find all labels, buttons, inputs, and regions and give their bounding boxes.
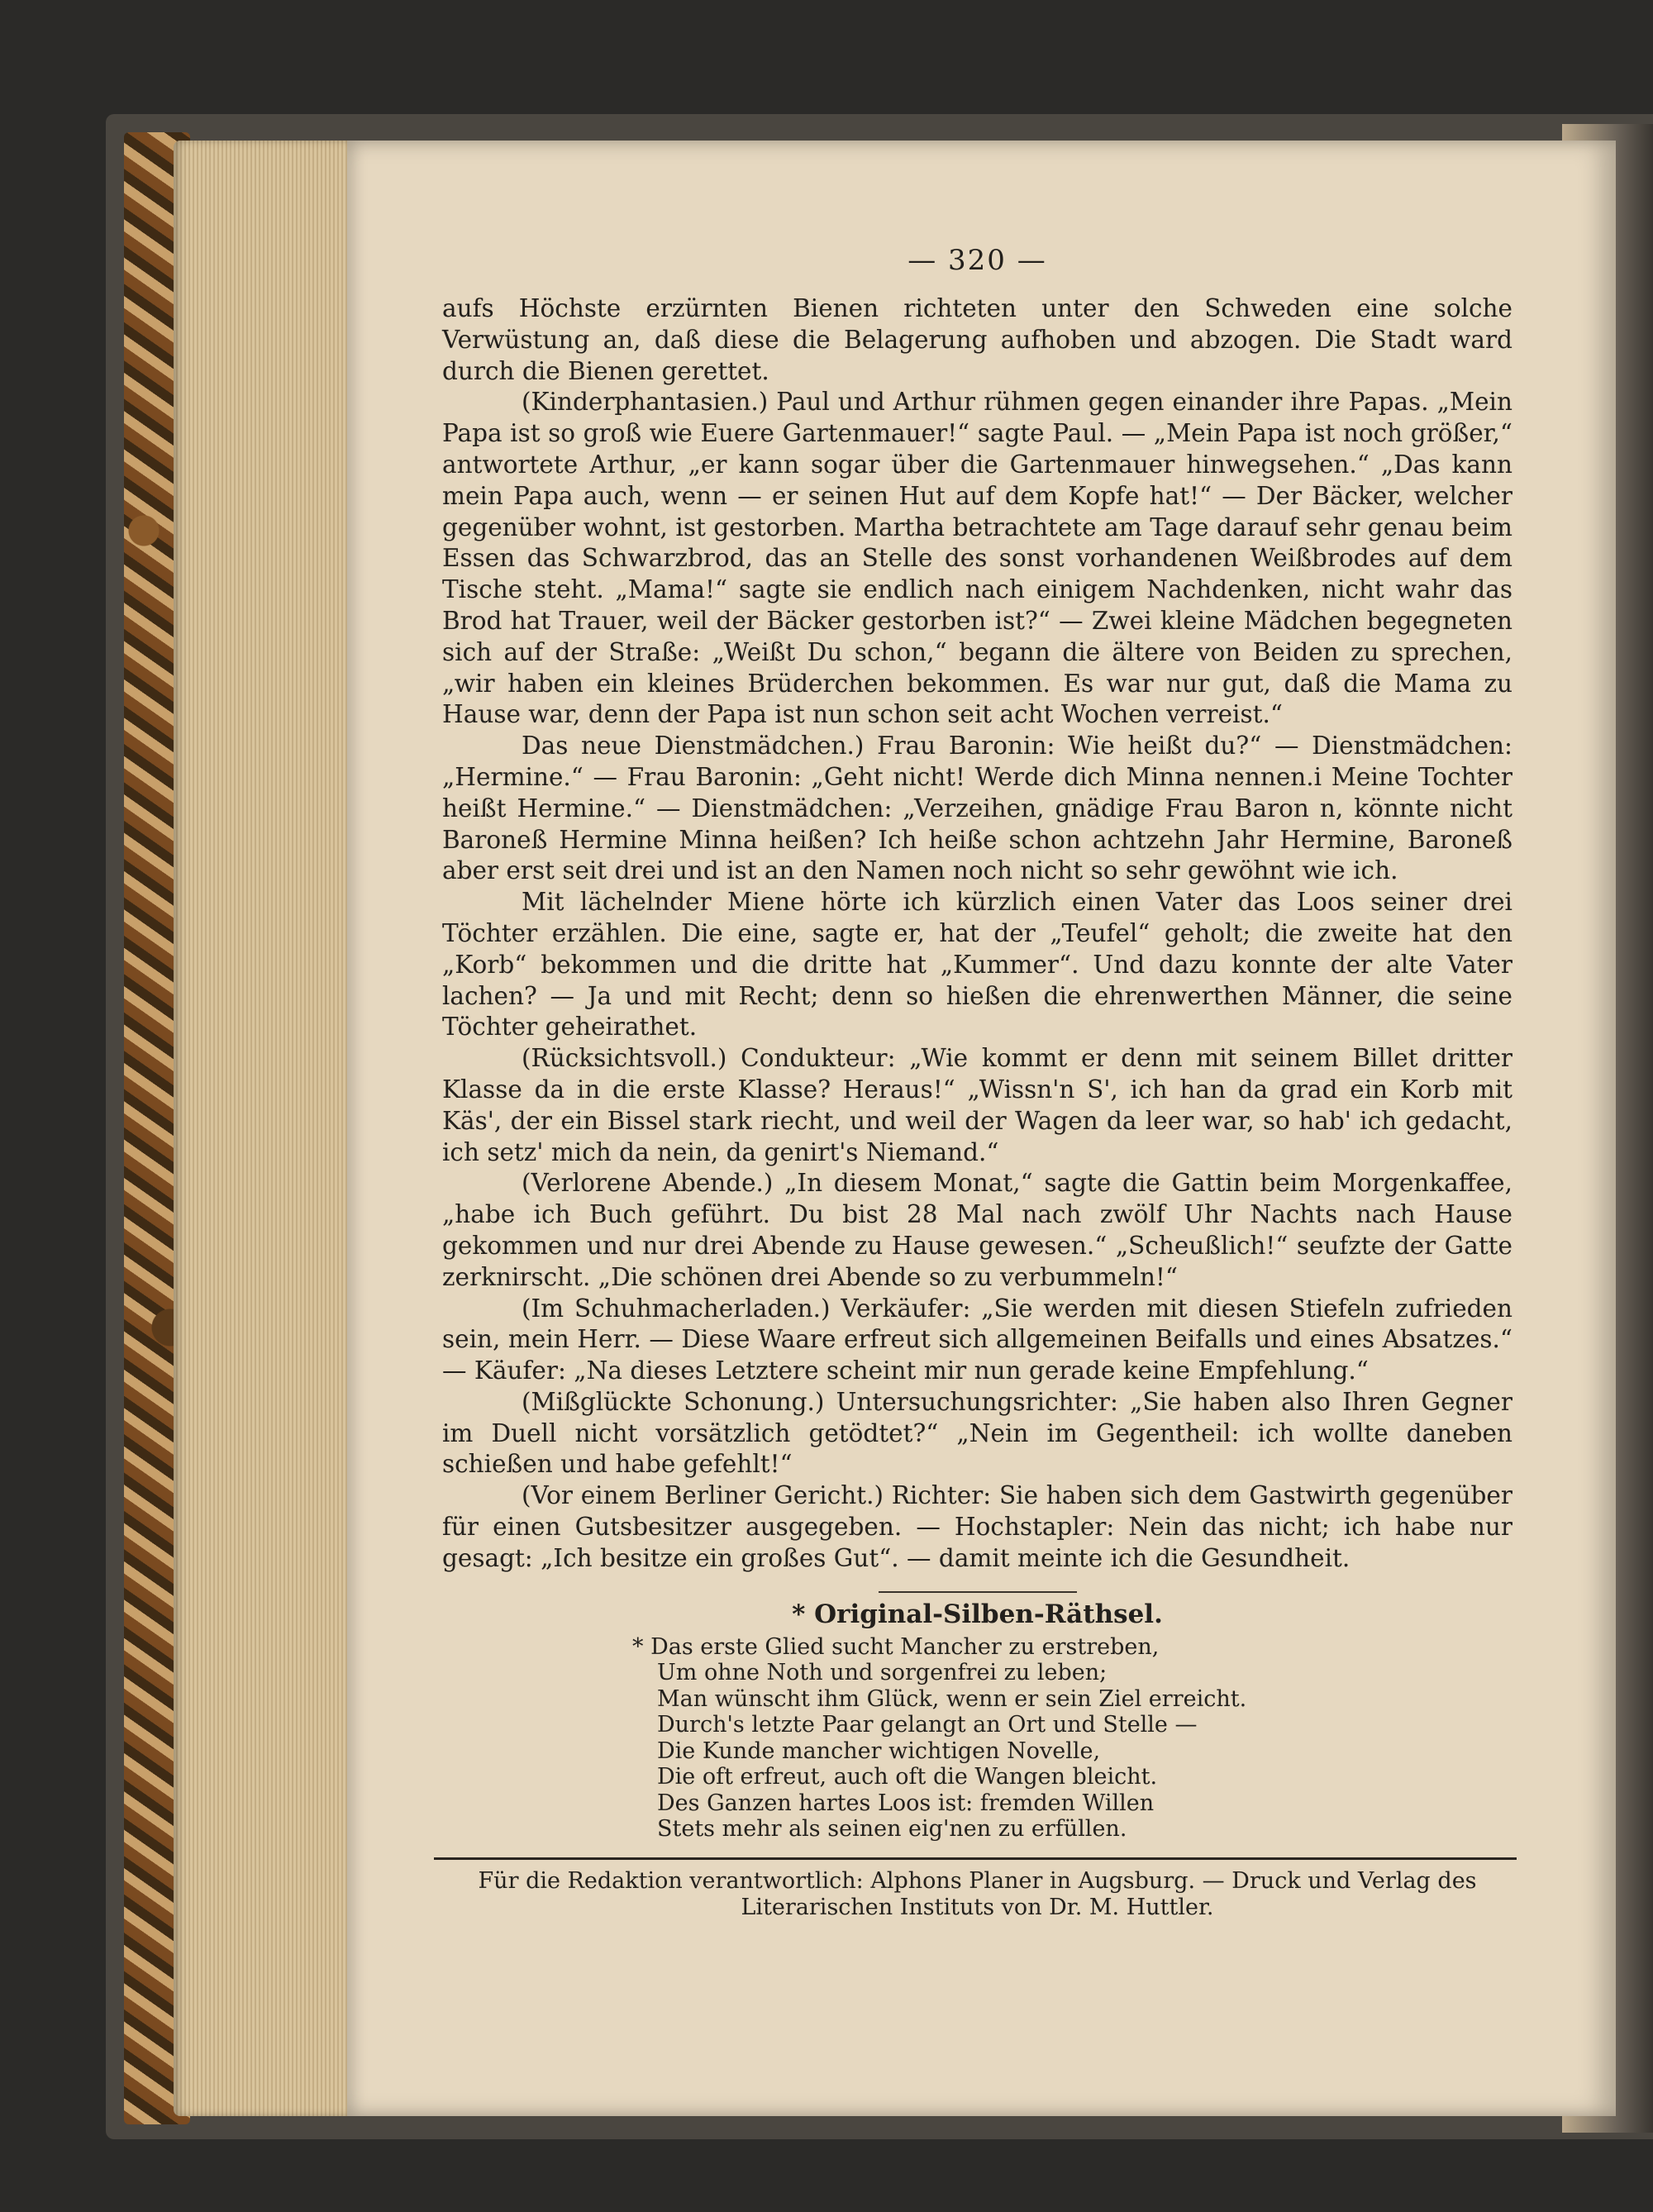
riddle-line: Die Kunde mancher wichtigen Novelle, <box>657 1738 1101 1764</box>
paragraph-toechter: Mit lächelnder Miene hörte ich kürzlich einen Vater das Loos seiner drei Töchter erzählen. Die eine, sagte er, hat der „Teufel“ geholt; die zweite hat den „Korb“ bekommen und die dritte hat „Kummer“. Und dazu konnte der alte Vater lachen? — Ja und mit Recht; denn so hießen die ehrenwerthen Männer, die seine Töchter geheirathet. <box>442 888 1512 1042</box>
page-number: — 320 — <box>907 244 1047 277</box>
paragraph-verlorene-abende: (Verlorene Abende.) „In diesem Monat,“ sagte die Gattin beim Morgenkaffee, „habe ich Buch geführt. Du bist 28 Mal nach zwölf Uhr Nachts nach Hause gekommen und nur drei Abende zu Hause gewesen.“ „Scheußlich!“ seufzte der Gatte zerknirscht. „Die schönen drei Abende so zu verbummeln!“ <box>442 1169 1512 1291</box>
paragraph-schuhmacherladen: (Im Schuhmacherladen.) Verkäufer: „Sie werden mit diesen Stiefeln zufrieden sein, mein Herr. — Diese Waare erfreut sich allgemeinen Beifalls und eines Absatzes.“ — Käufer: „Na dieses Letztere scheint mir nun gerade keine Empfehlung.“ <box>442 1294 1512 1385</box>
riddle-line: Des Ganzen hartes Loos ist: fremden Willen <box>657 1790 1155 1816</box>
riddle-title: * Original-Silben-Räthsel. <box>792 1599 1163 1629</box>
imprint-line-2: Literarischen Instituts von Dr. M. Huttler. <box>741 1894 1214 1920</box>
paragraph-bees: aufs Höchste erzürnten Bienen richteten unter den Schweden eine solche Verwüstung an, daß diese die Belagerung aufhoben und abzogen. Die Stadt ward durch die Bienen gerettet. <box>442 294 1512 385</box>
imprint-line-1: Für die Redaktion verantwortlich: Alphons Planer in Augsburg. — Druck und Verlag des <box>478 1867 1477 1894</box>
riddle-line: Stets mehr als seinen eig'nen zu erfüllen. <box>657 1816 1127 1843</box>
riddle-line: Durch's letzte Paar gelangt an Ort und Stelle — <box>657 1712 1198 1738</box>
paragraph-missglueckte-schonung: (Mißglückte Schonung.) Untersuchungsrichter: „Sie haben also Ihren Gegner im Duell nicht vorsätzlich getödtet?“ „Nein im Gegentheil: ich wollte daneben schießen und habe gefehlt!“ <box>442 1387 1512 1479</box>
imprint-footer <box>442 1868 1512 1921</box>
riddle-line: Man wünscht ihm Glück, wenn er sein Ziel erreicht. <box>657 1685 1247 1712</box>
page-stack-edge <box>174 141 351 2116</box>
paragraph-kinderphantasien: (Kinderphantasien.) Paul und Arthur rühmen gegen einander ihre Papas. „Mein Papa ist so groß wie Euere Gartenmauer!“ sagte Paul. — „Mein Papa ist noch größer,“ antwortete Arthur, „er kann sogar über die Gartenmauer hinwegsehen.“ „Das kann mein Papa auch, wenn — er seinen Hut auf dem Kopfe hat!“ — Der Bäcker, welcher gegenüber wohnt, ist gestorben. Martha betrachtete am Tage darauf sehr genau beim Essen das Schwarzbrod, das an Stelle des sonst vorhandenen Weißbrodes auf dem Tische steht. „Mama!“ sagte sie endlich nach einigem Nachdenken, nicht wahr das Brod hat Trauer, weil der Bäcker gestorben ist?“ — Zwei kleine Mädchen begegneten sich auf der Straße: „Weißt Du schon,“ begann die ältere von Beiden zu sprechen, „wir haben ein kleines Brüderchen bekommen. Es war nur gut, daß die Mama zu Hause war, denn der Papa ist nun schon seit acht Wochen verreist.“ <box>442 388 1512 729</box>
riddle-verse <box>632 1633 1512 1843</box>
footer-divider <box>434 1857 1517 1860</box>
text-body <box>442 293 1512 1575</box>
section-divider <box>879 1591 1077 1593</box>
page-content <box>442 244 1512 1921</box>
riddle-line: * Das erste Glied sucht Mancher zu erstreben, <box>632 1633 1160 1660</box>
paragraph-ruecksichtsvoll: (Rücksichtsvoll.) Condukteur: „Wie kommt er denn mit seinem Billet dritter Klasse da in die erste Klasse? Heraus!“ „Wissn'n S', ich han da grad ein Korb mit Käs', der ein Bissel stark riecht, und weil der Wagen da leer war, so hab' ich gedacht, ich setz' mich da nein, da genirt's Niemand.“ <box>442 1044 1512 1166</box>
paragraph-dienstmaedchen: Das neue Dienstmädchen.) Frau Baronin: Wie heißt du?“ — Dienstmädchen: „Hermine.“ — Frau Baronin: „Geht nicht! Werde dich Minna nennen.i Meine Tochter heißt Hermine.“ — Dienstmädchen: „Verzeihen, gnädige Frau Baron n, könnte nicht Baroneß Hermine Minna heißen? Ich heiße schon achtzehn Jahr Hermine, Baroneß aber erst seit drei und ist an den Namen noch nicht so sehr gewöhnt wie ich. <box>442 732 1512 885</box>
paragraph-berliner-gericht: (Vor einem Berliner Gericht.) Richter: Sie haben sich dem Gastwirth gegenüber für einen Gutsbesitzer ausgegeben. — Hochstapler: Nein das nicht; ich habe nur gesagt: „Ich besitze ein großes Gut“. — damit meinte ich die Gesundheit. <box>442 1481 1512 1572</box>
riddle-line: Um ohne Noth und sorgenfrei zu leben; <box>657 1660 1108 1686</box>
riddle-line: Die oft erfreut, auch oft die Wangen bleicht. <box>657 1764 1158 1790</box>
